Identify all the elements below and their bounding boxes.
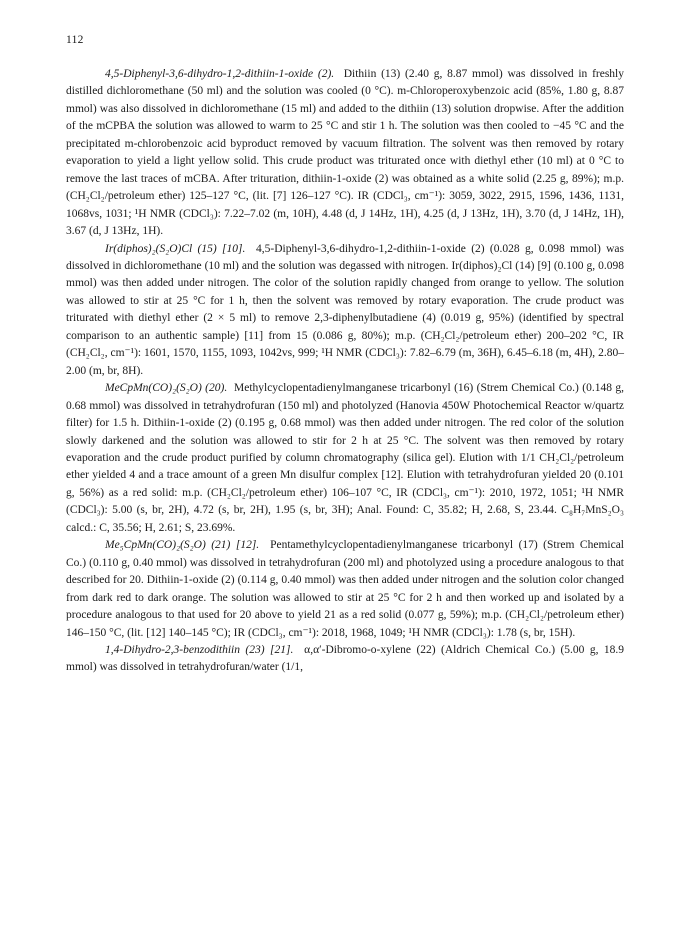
paragraph-title: Me₅CpMn(CO)₂(S₂O) (21) [12]. [105,539,260,552]
paragraph-body: Methylcyclopentadienylmanganese tricarbonyl (16) (Strem Chemical Co.) (0.148 g, 0.68 mmol) was dissolved in tetrahydrofuran (150 ml) and photolyzed (Hanovia 450W Photochemical Reactor w/quartz filter) for 1.5 h. Dithiin-1-oxide (2) (0.195 g, 0.68 mmol) was then added under nitrogen. The red color of the solution slowly darkened and the solution was allowed to stir for 2 h at 25 °C. The solvent was then removed by rotary evaporation and the crude product purified by column chromatography (silica gel). Elution with 1/1 CH₂Cl₂/petroleum ether yielded 4 and a trace amount of a green Mn disulfur complex [12]. Elution with tetrahydrofuran yielded 20 (0.101 g, 56%) as a red solid: m.p. (CH₂Cl₂/petroleum ether) 106–107 °C, IR (CDCl₃, cm⁻¹): 2010, 1972, 1051; ¹H NMR (CDCl₃): 5.00 (s, br, 2H), 4.72 (s, br, 2H), 1.95 (s, br, 3H); Anal. Found: C, 35.82; H, 2.68, S, 23.44. C₈H₇MnS₂O₃ calcd.: C, 35.56; H, 2.61; S, 23.69%. [66,382,624,534]
main-text [66,66,624,677]
paragraph-title: 1,4-Dihydro-2,3-benzodithiin (23) [21]. [105,643,294,656]
page-number: 112 [66,34,84,46]
paragraph-body: Pentamethylcyclopentadienylmanganese tricarbonyl (17) (Strem Chemical Co.) (0.110 g, 0.40 mmol) was dissolved in tetrahydrofuran (200 ml) and photolyzed using a procedure analogous to that described for 20. Dithiin-1-oxide (2) (0.114 g, 0.40 mmol) was then added under nitrogen and the solution color changed from dark red to dark orange. The solution was allowed to stir at 25 °C for 2 h and then worked up and isolated by a procedure analogous to that used for 20 above to yield 21 as a red solid (0.077 g, 59%); m.p. (CH₂Cl₂/petroleum ether) 146–150 °C, (lit. [12] 140–145 °C); IR (CDCl₃, cm⁻¹): 2018, 1968, 1049; ¹H NMR (CDCl₃): 1.78 (s, br, 15H). [66,539,624,639]
paragraph-dithiin-oxide [66,66,624,241]
paragraph-mecp-manganese [66,380,624,537]
paragraph-title: Ir(diphos)₂(S₂O)Cl (15) [10]. [105,242,246,255]
paragraph-me5cp-manganese [66,537,624,642]
paragraph-body: Dithiin (13) (2.40 g, 8.87 mmol) was dissolved in freshly distilled dichloromethane (50 ml) and the solution was cooled (0 °C). m-Chloroperoxybenzoic acid (85%, 1.80 g, 8.87 mmol) was also dissolved in dichloromethane (15 ml) and added to the dithiin (13) solution dropwise. After the addition of the mCPBA the solution was allowed to warm to 25 °C and stir 1 h. The solution was then cooled to −45 °C and the precipitated m-chlorobenzoic acid byproduct removed by vacuum filtration. The solvent was then removed by rotary evaporation to yield a light yellow solid. This crude product was triturated once with diethyl ether (10 ml) at 0 °C to remove the last traces of mCBA. After trituration, dithiin-1-oxide (2) was obtained as a white solid (2.25 g, 89%); m.p. (CH₂Cl₂/petroleum ether) 125–127 °C, (lit. [7] 126–127 °C). IR (CDCl₃, cm⁻¹): 3059, 3022, 2915, 1596, 1436, 1131, 1068vs, 1031; ¹H NMR (CDCl₃): 7.22–7.02 (m, 10H), 4.48 (d, J 14Hz, 1H), 4.25 (d, J 13Hz, 1H), 3.70 (d, J 14Hz, 1H), 3.67 (d, J 13Hz, 1H). [66,68,625,238]
paragraph-benzodithiin [66,642,624,677]
paragraph-body: 4,5-Diphenyl-3,6-dihydro-1,2-dithiin-1-oxide (2) (0.028 g, 0.098 mmol) was dissolved in dichloromethane (10 ml) and the solution was degassed with nitrogen. Ir(diphos)₂Cl (14) [9] (0.100 g, 0.098 mmol) was then added under nitrogen. The color of the solution rapidly changed from orange to yellow. The solution was allowed to stir at 25 °C for 1 h, then the solvent was removed by rotary evaporation. The crude product was triturated with diethyl ether (2 × 5 ml) to remove 2,3-diphenylbutadiene (4) (0.019 g, 95%) (identified by spectral comparison to an authentic sample) [11] from 15 (0.086 g, 80%); m.p. (CH₂Cl₂/petroleum ether) 200–202 °C, IR (CH₂Cl₂, cm⁻¹): 1601, 1570, 1155, 1093, 1042vs, 999; ¹H NMR (CDCl₃): 7.82–6.79 (m, 36H), 6.45–6.18 (m, 4H), 2.80–2.00 (m, br, 8H). [66,242,625,377]
paragraph-title: 4,5-Diphenyl-3,6-dihydro-1,2-dithiin-1-oxide (2). [105,68,335,80]
paragraph-body: α,α′-Dibromo-o-xylene (22) (Aldrich Chemical Co.) (5.00 g, 18.9 mmol) was dissolved in tetrahydrofuran/water (1/1, [66,643,624,674]
paragraph-iridium-complex [66,241,624,381]
paragraph-title: MeCpMn(CO)₂(S₂O) (20). [105,382,228,395]
